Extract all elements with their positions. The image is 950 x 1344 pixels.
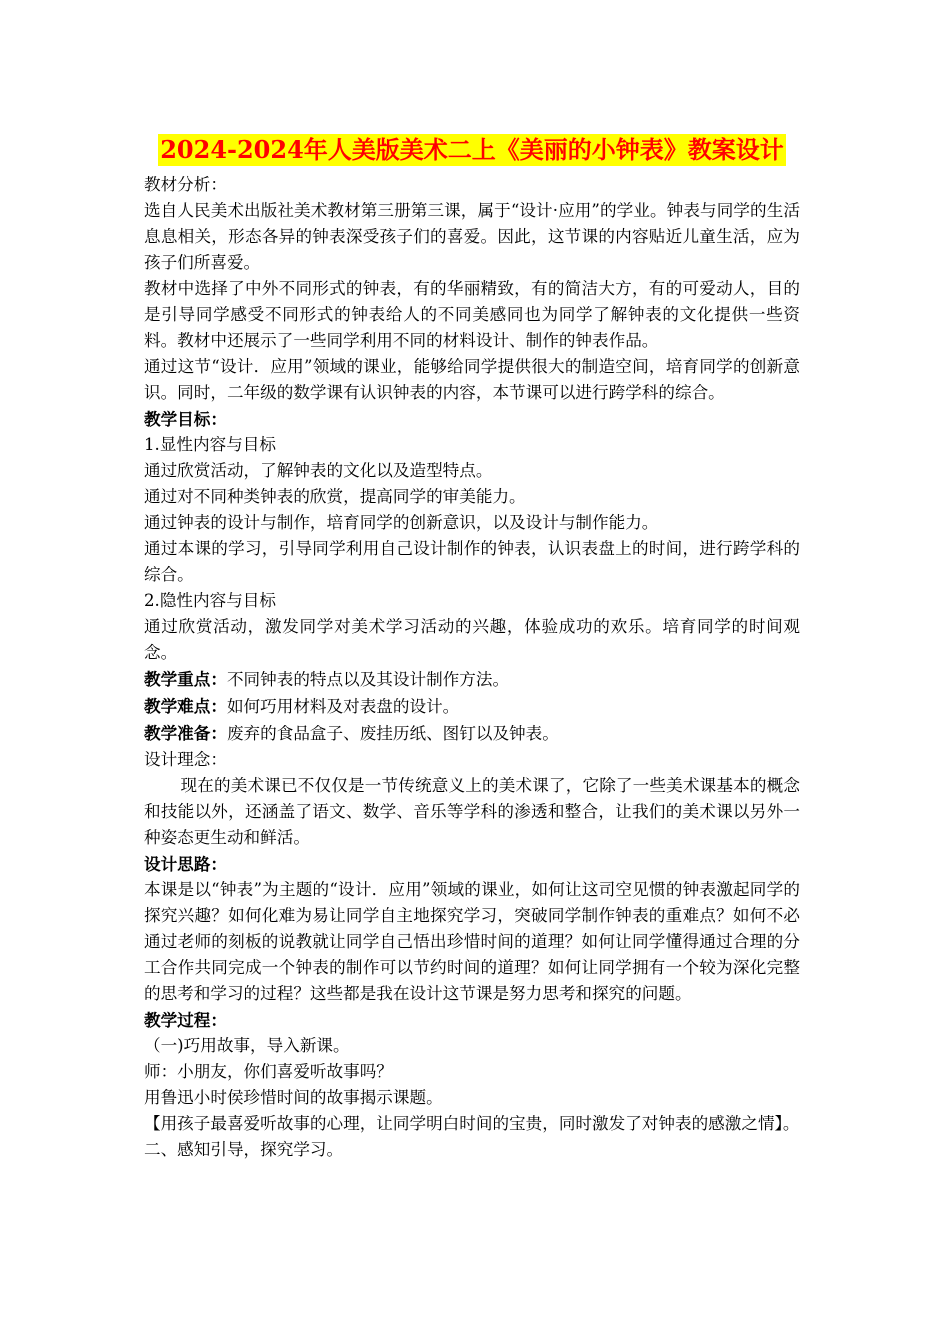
thinking-paragraph: 本课是以“钟表”为主题的“设计．应用”领域的课业，如何让这司空见惯的钟表激起同学的探究兴趣？如何化难为易让同学自主地探究学习，突破同学制作钟表的重难点？如何不必通过老师的刻板的说教就让同学自己悟出珍惜时间的道理？如何让同学懂得通过合理的分工合作共同完成一个钟表的制作可以节约时间的道理？如何让同学拥有一个较为深化完整的思考和学习的过程？这些都是我在设计这节课是努力思考和探究的问题。: [144, 880, 800, 1003]
process-line: 二、感知引导，探究学习。: [144, 1140, 344, 1159]
preparation-text: 废弃的食品盒子、废挂历纸、图钉以及钟表。: [226, 724, 559, 743]
document-title: 2024-2024年人美版美术二上《美丽的小钟表》教案设计: [160, 135, 784, 164]
document-page: [144, 134, 800, 1163]
concept-heading: 设计理念：: [144, 750, 227, 769]
key-point-text: 不同钟表的特点以及其设计制作方法。: [226, 670, 510, 689]
material-paragraph: 选自人民美术出版社美术教材第三册第三课，属于“设计·应用”的学业。钟表与同学的生活息息相关，形态各异的钟表深受孩子们的喜爱。因此，这节课的内容贴近儿童生活，应为孩子们所喜爱。: [144, 201, 800, 272]
process-heading: 教学过程：: [144, 1010, 227, 1030]
goals-subheading: 1.显性内容与目标: [144, 435, 276, 454]
goals-subheading: 2.隐性内容与目标: [144, 591, 276, 610]
preparation-label: 教学准备：: [144, 723, 227, 743]
goal-item: 通过欣赏活动，激发同学对美术学习活动的兴趣，体验成功的欢乐。培育同学的时间观念。: [144, 617, 800, 662]
process-line: 师：小朋友，你们喜爱听故事吗？: [144, 1062, 393, 1081]
material-heading: 教材分析：: [144, 175, 227, 194]
goals-heading: 教学目标：: [144, 409, 227, 429]
material-paragraph: 通过这节“设计．应用”领域的课业，能够给同学提供很大的制造空间，培育同学的创新意识。同时，二年级的数学课有认识钟表的内容，本节课可以进行跨学科的综合。: [144, 357, 800, 402]
goal-item: 通过本课的学习，引导同学利用自己设计制作的钟表，认识表盘上的时间，进行跨学科的综合。: [144, 539, 800, 584]
key-point-label: 教学重点：: [144, 669, 227, 689]
material-paragraph: 教材中选择了中外不同形式的钟表，有的华丽精致，有的简洁大方，有的可爱动人，目的是引导同学感受不同形式的钟表给人的不同美感同也为同学了解钟表的文化提供一些资料。教材中还展示了一些同学利用不同的材料设计、制作的钟表作品。: [144, 279, 800, 350]
preparation-line: [144, 720, 800, 747]
process-line: 【用孩子最喜爱听故事的心理，让同学明白时间的宝贵，同时激发了对钟表的感激之情】。: [144, 1114, 800, 1133]
goal-item: 通过钟表的设计与制作，培育同学的创新意识，以及设计与制作能力。: [144, 513, 659, 532]
process-line: （一)巧用故事，导入新课。: [144, 1036, 350, 1055]
process-line: 用鲁迅小时侯珍惜时间的故事揭示课题。: [144, 1088, 443, 1107]
difficulty-line: [144, 693, 800, 720]
title-container: [144, 134, 800, 166]
concept-paragraph: 现在的美术课已不仅仅是一节传统意义上的美术课了，它除了一些美术课基本的概念和技能以外，还涵盖了语文、数学、音乐等学科的渗透和整合，让我们的美术课以另外一种姿态更生动和鲜活。: [144, 776, 800, 847]
key-point-line: [144, 666, 800, 693]
goal-item: 通过对不同种类钟表的欣赏，提高同学的审美能力。: [144, 487, 526, 506]
difficulty-text: 如何巧用材料及对表盘的设计。: [226, 697, 460, 716]
difficulty-label: 教学难点：: [144, 696, 227, 716]
thinking-heading: 设计思路：: [144, 854, 227, 874]
goal-item: 通过欣赏活动，了解钟表的文化以及造型特点。: [144, 461, 493, 480]
